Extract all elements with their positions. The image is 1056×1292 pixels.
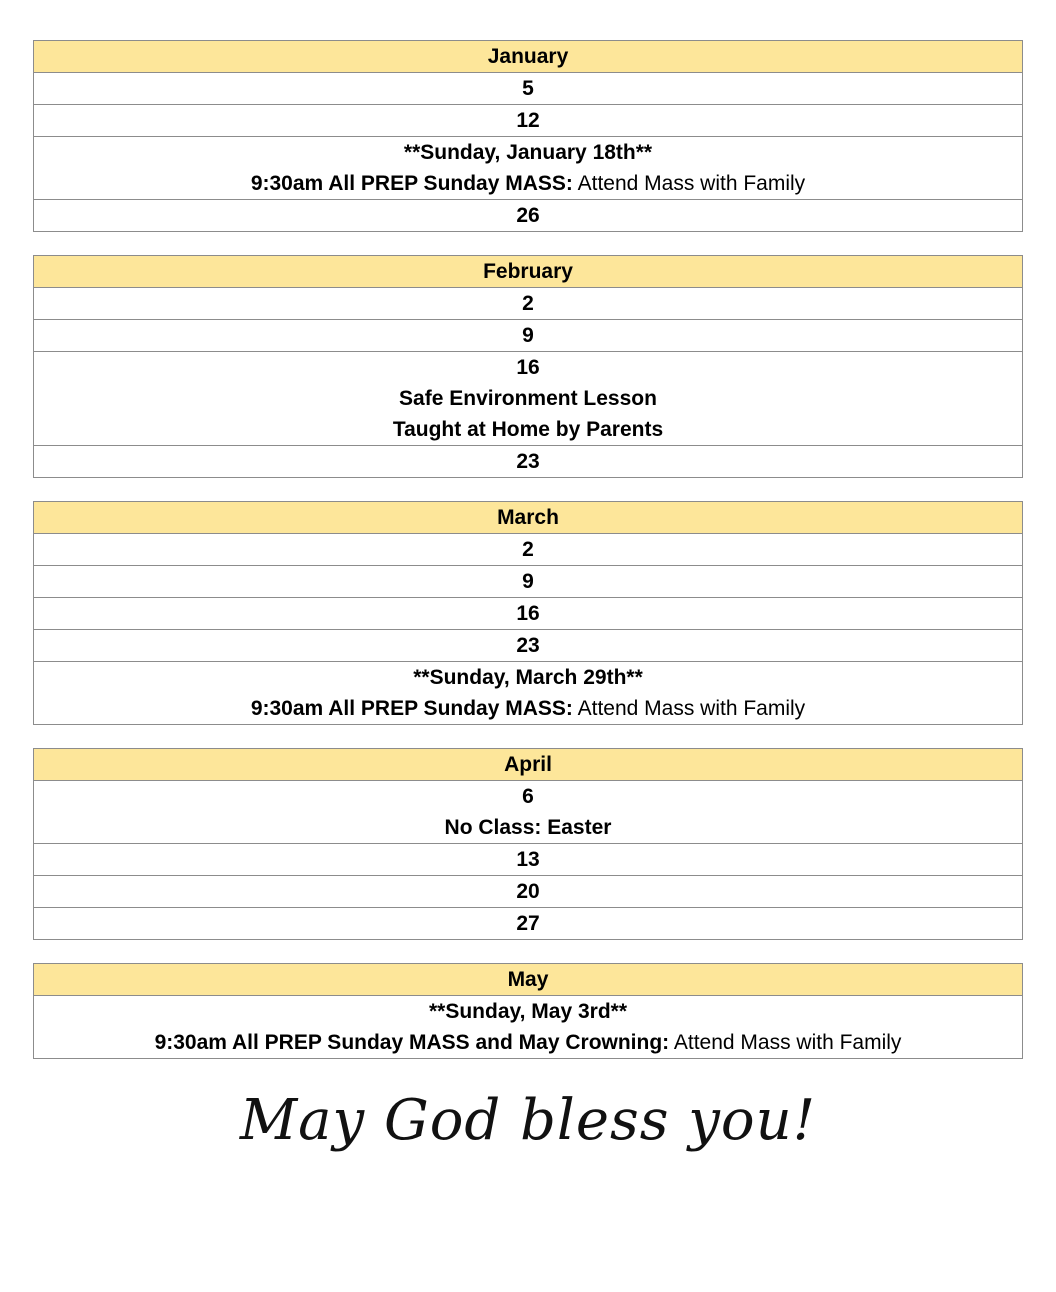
date-row: 20 <box>34 876 1023 908</box>
date-row: 26 <box>34 200 1023 232</box>
date-row: 27 <box>34 908 1023 940</box>
event-line <box>34 693 1022 724</box>
date-row: 2 <box>34 288 1023 320</box>
note-line: No Class: Easter <box>444 816 612 839</box>
date-row: 9 <box>34 566 1023 598</box>
date-row: 12 <box>34 105 1023 137</box>
date-row: 16 <box>34 598 1023 630</box>
event-title: 9:30am All PREP Sunday MASS: <box>250 172 573 195</box>
month-table-april <box>33 748 1023 940</box>
month-table-march <box>33 501 1023 725</box>
special-date-row <box>34 781 1023 844</box>
event-title: 9:30am All PREP Sunday MASS and May Crowning: <box>154 1031 670 1054</box>
month-header: May <box>34 964 1023 996</box>
event-detail: Attend Mass with Family <box>572 697 806 720</box>
date-row: 5 <box>34 73 1023 105</box>
note-line: Taught at Home by Parents <box>392 418 664 441</box>
month-header: April <box>34 749 1023 781</box>
date-row: 2 <box>34 534 1023 566</box>
special-date: 6 <box>522 785 534 808</box>
event-line <box>34 1027 1022 1058</box>
month-table-may <box>33 963 1023 1059</box>
event-detail: Attend Mass with Family <box>572 172 806 195</box>
month-header: January <box>34 41 1023 73</box>
special-date-row <box>34 996 1023 1059</box>
special-date: **Sunday, March 29th** <box>413 666 643 689</box>
event-line <box>34 168 1022 199</box>
date-row: 23 <box>34 630 1023 662</box>
special-date-row <box>34 352 1023 446</box>
note-line: Safe Environment Lesson <box>399 387 657 410</box>
date-row: 13 <box>34 844 1023 876</box>
event-title: 9:30am All PREP Sunday MASS: <box>250 697 573 720</box>
special-date-row <box>34 137 1023 200</box>
special-date: **Sunday, January 18th** <box>403 141 653 164</box>
special-date-row <box>34 662 1023 725</box>
closing-blessing: May God bless you! <box>239 1088 817 1153</box>
special-date: 16 <box>516 356 540 379</box>
date-row: 9 <box>34 320 1023 352</box>
schedule <box>33 40 1023 1082</box>
month-table-february <box>33 255 1023 478</box>
date-row: 23 <box>34 446 1023 478</box>
month-header: February <box>34 256 1023 288</box>
special-date: **Sunday, May 3rd** <box>428 1000 627 1023</box>
month-header: March <box>34 502 1023 534</box>
event-detail: Attend Mass with Family <box>669 1031 902 1054</box>
month-table-january <box>33 40 1023 232</box>
